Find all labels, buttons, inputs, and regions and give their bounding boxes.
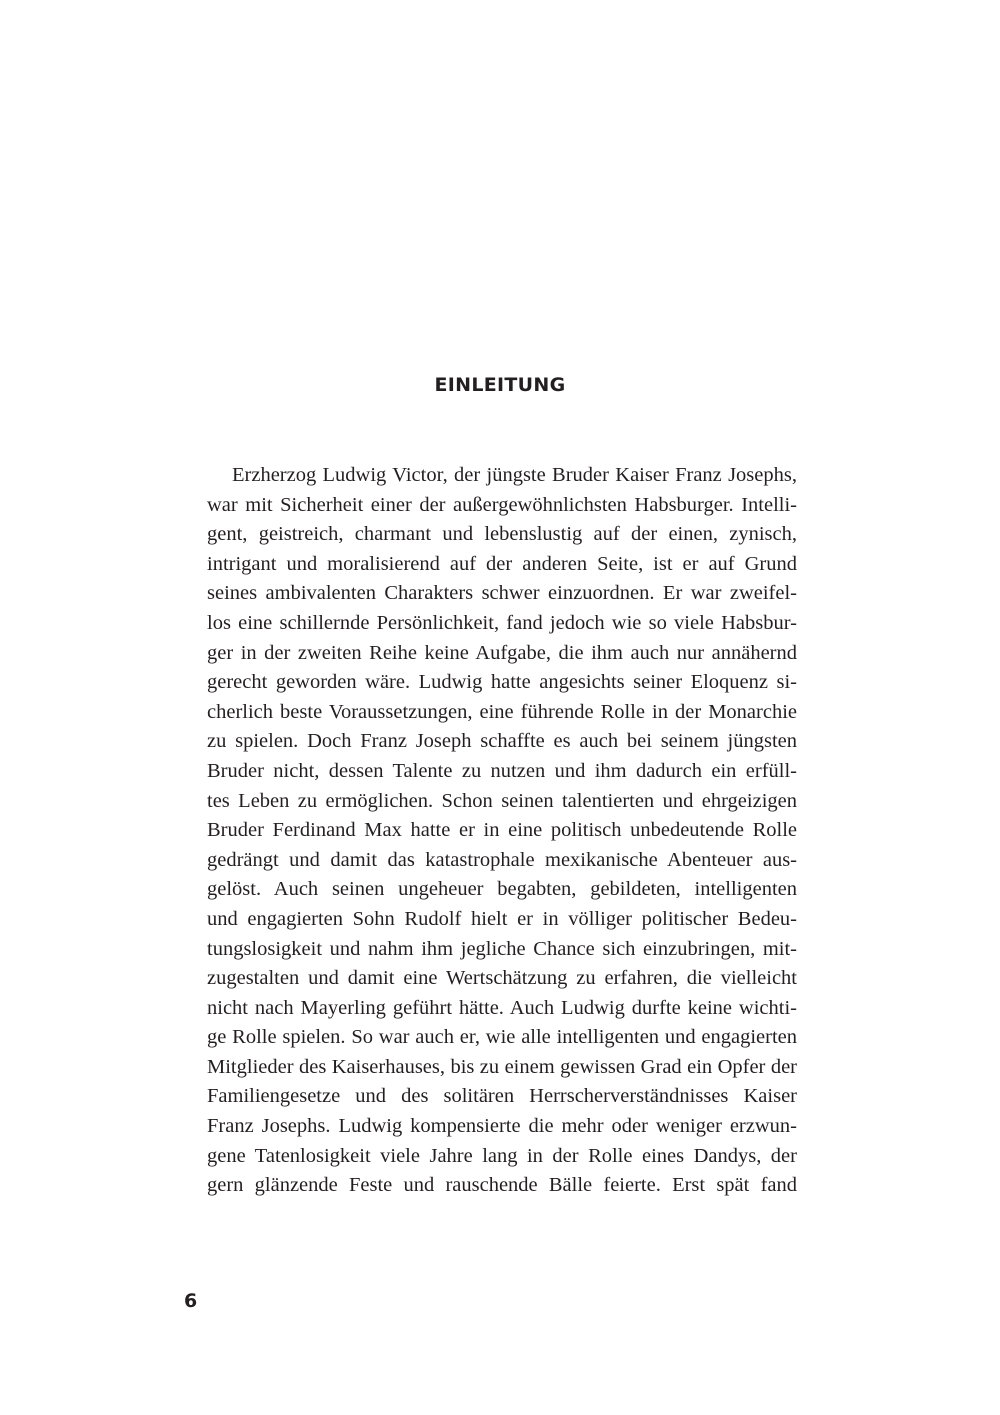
text-line: Familiengesetze und des solitären Herrscherverständnisses Kaiser	[207, 1085, 797, 1108]
text-line: Bruder nicht, dessen Talente zu nutzen und ihm dadurch ein erfüll-	[207, 759, 797, 782]
text-line: gene Tatenlosigkeit viele Jahre lang in der Rolle eines Dandys, der	[207, 1144, 797, 1167]
text-line: Mitglieder des Kaiserhauses, bis zu einem gewissen Grad ein Opfer der	[207, 1055, 797, 1078]
body-paragraph	[207, 461, 797, 1201]
text-line: tes Leben zu ermöglichen. Schon seinen talentierten und ehrgeizigen	[207, 789, 797, 812]
text-line: intrigant und moralisierend auf der anderen Seite, ist er auf Grund	[207, 552, 797, 575]
text-line: gern glänzende Feste und rauschende Bälle feierte. Erst spät fand	[207, 1174, 797, 1197]
text-line: los eine schillernde Persönlichkeit, fand jedoch wie so viele Habsbur-	[207, 611, 797, 634]
text-line: ge Rolle spielen. So war auch er, wie alle intelligenten und engagierten	[207, 1026, 797, 1049]
text-line: cherlich beste Voraussetzungen, eine führende Rolle in der Monarchie	[207, 700, 797, 723]
page-number: 6	[184, 1290, 198, 1312]
text-line: tungslosigkeit und nahm ihm jegliche Chance sich einzubringen, mit-	[207, 937, 797, 960]
text-line: gelöst. Auch seinen ungeheuer begabten, gebildeten, intelligenten	[207, 878, 797, 901]
text-line: ger in der zweiten Reihe keine Aufgabe, die ihm auch nur annähernd	[207, 641, 797, 664]
text-line: war mit Sicherheit einer der außergewöhnlichsten Habsburger. Intelli-	[207, 493, 797, 516]
text-line: nicht nach Mayerling geführt hätte. Auch Ludwig durfte keine wichti-	[207, 996, 797, 1019]
chapter-title: EINLEITUNG	[434, 374, 566, 396]
text-line: zu spielen. Doch Franz Joseph schaffte es auch bei seinem jüngsten	[207, 730, 797, 753]
text-line: seines ambivalenten Charakters schwer einzuordnen. Er war zweifel-	[207, 582, 797, 605]
text-line: gerecht geworden wäre. Ludwig hatte angesichts seiner Eloquenz si-	[207, 671, 797, 694]
text-line: gent, geistreich, charmant und lebenslustig auf der einen, zynisch,	[207, 523, 797, 546]
text-line: zugestalten und damit eine Wertschätzung zu erfahren, die vielleicht	[207, 967, 797, 990]
text-line: Franz Josephs. Ludwig kompensierte die mehr oder weniger erzwun-	[207, 1115, 797, 1138]
text-line: und engagierten Sohn Rudolf hielt er in völliger politischer Bedeu-	[207, 907, 797, 930]
text-line: gedrängt und damit das katastrophale mexikanische Abenteuer aus-	[207, 848, 797, 871]
text-line: Bruder Ferdinand Max hatte er in eine politisch unbedeutende Rolle	[207, 819, 797, 842]
text-line: Erzherzog Ludwig Victor, der jüngste Bruder Kaiser Franz Josephs,	[232, 464, 797, 486]
